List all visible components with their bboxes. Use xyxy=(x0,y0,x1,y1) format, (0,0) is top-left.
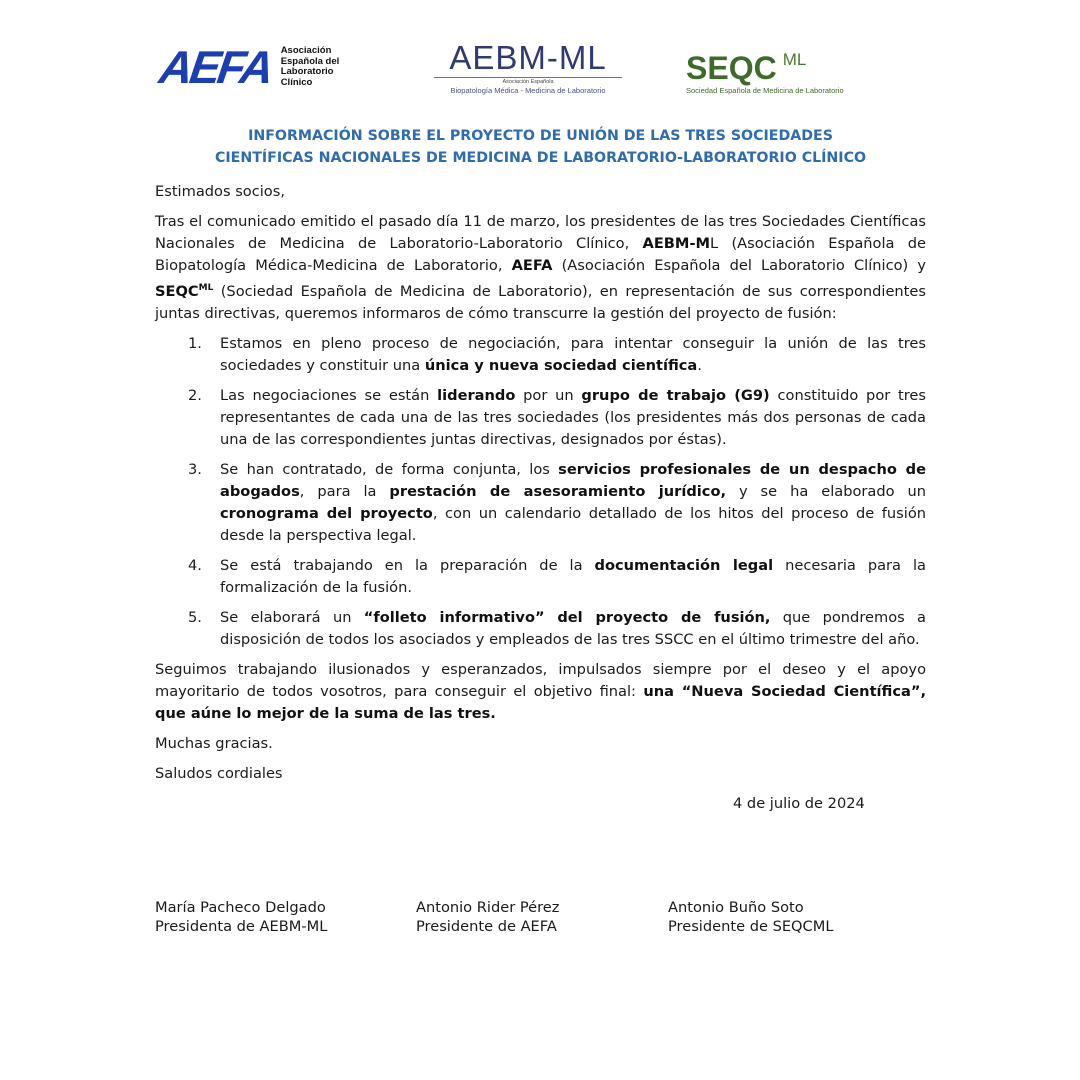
intro-text: (Asociación Española del Laboratorio Clínico) y xyxy=(552,257,926,274)
item-text: Estamos en pleno proceso de negociación, para intentar conseguir la unión de las tres sociedades y constituir una xyxy=(220,335,926,374)
aebm-logo-small: Asociación Española xyxy=(502,79,554,85)
item-text: y se ha elaborado un xyxy=(726,483,926,500)
intro-text: L xyxy=(710,235,719,252)
aefa-logo xyxy=(156,41,351,93)
list-item xyxy=(155,555,926,599)
item-text: , con un calendario detallado de los hitos del proceso de fusión desde la perspectiva legal. xyxy=(220,505,927,544)
seqc-logo xyxy=(686,42,844,96)
closing-text: Seguimos trabajando ilusionados y esperanzados, impulsados siempre por el deseo y el apoyo mayoritario de todos vosotros, para conseguir el objetivo final: xyxy=(155,661,926,700)
progress-list xyxy=(155,333,926,651)
aefa-logo-mark: AEFA xyxy=(156,41,275,93)
seqc-logo-text: SEQC xyxy=(686,50,777,86)
item-bold: cronograma del proyecto xyxy=(220,505,433,522)
aefa-subtitle-line: Asociación xyxy=(280,45,332,56)
list-item xyxy=(155,333,926,377)
signature-name: Antonio Buño Soto xyxy=(668,899,804,916)
aebm-logo-rule xyxy=(434,77,622,78)
aefa-subtitle-line: Clínico xyxy=(280,76,313,88)
list-number: 1. xyxy=(188,335,202,352)
intro-bold: AEFA xyxy=(511,257,553,274)
signature-block xyxy=(155,898,926,942)
intro-bold: AEBM-M xyxy=(642,235,711,252)
logo-header xyxy=(0,40,1080,110)
item-text: que pondremos a disposición de todos los asociados y empleados de las tres SSCC en el último trimestre del año. xyxy=(220,609,927,648)
intro-bold: SEQC xyxy=(155,283,199,300)
title-line-2: CIENTÍFICAS NACIONALES DE MEDICINA DE LABORATORIO-LABORATORIO CLÍNICO xyxy=(214,150,867,166)
aefa-subtitle-line: Española del xyxy=(280,55,340,67)
item-text: , para la xyxy=(299,483,390,500)
list-item xyxy=(155,459,926,547)
item-bold: “folleto informativo” del proyecto de fusión, xyxy=(363,609,771,626)
signature-name: Antonio Rider Pérez xyxy=(416,899,560,916)
aebm-logo-mark: AEBM-ML xyxy=(449,39,607,76)
intro-text: (Asociación Española de Biopatología Médica-Medicina de Laboratorio, xyxy=(155,235,926,274)
signature-role: Presidenta de AEBM-ML xyxy=(155,918,328,935)
intro-text: (Sociedad Española de Medicina de Laboratorio), en representación de sus correspondientes juntas directivas, queremos informaros de cómo transcurre la gestión del proyecto de fusión: xyxy=(155,283,926,322)
greeting: Estimados socios, xyxy=(155,183,285,200)
item-bold: liderando xyxy=(437,387,516,404)
item-text: necesaria para la formalización de la fusión. xyxy=(220,557,926,596)
item-text: Se está trabajando en la preparación de la xyxy=(220,557,595,574)
signature-role: Presidente de SEQCML xyxy=(668,918,834,935)
signature xyxy=(416,898,559,936)
aebm-logo xyxy=(430,40,626,96)
item-bold: prestación de asesoramiento jurídico, xyxy=(389,483,727,500)
item-bold: documentación legal xyxy=(594,557,774,574)
intro-paragraph xyxy=(155,211,926,325)
list-item xyxy=(155,385,926,451)
list-number: 4. xyxy=(188,557,202,574)
item-text: Las negociaciones se están xyxy=(220,387,438,404)
aebm-logo-subtitle: Biopatología Médica - Medicina de Laboratorio xyxy=(450,86,606,95)
item-text: Se elaborará un xyxy=(220,609,364,626)
signature-name: María Pacheco Delgado xyxy=(155,899,326,916)
title-line-1: INFORMACIÓN SOBRE EL PROYECTO DE UNIÓN DE LAS TRES SOCIEDADES xyxy=(248,128,833,144)
closing-bold: una “Nueva Sociedad Científica”, que aúne lo mejor de la suma de las tres. xyxy=(155,683,926,722)
item-text: . xyxy=(697,357,702,374)
item-text: por un xyxy=(515,387,582,404)
item-bold: única y nueva sociedad científica xyxy=(424,357,698,374)
seqc-logo-sup: ML xyxy=(782,50,807,69)
thanks: Muchas gracias. xyxy=(155,735,273,752)
document-title xyxy=(155,125,926,169)
signature xyxy=(668,898,833,936)
intro-text: Tras el comunicado emitido el pasado día 11 de marzo, los presidentes de las tres Sociedades Científicas Nacionales de Medicina de Laboratorio-Laboratorio Clínico, xyxy=(155,213,926,252)
aefa-subtitle-line: Laboratorio xyxy=(280,66,334,77)
signature xyxy=(155,898,327,936)
regards: Saludos cordiales xyxy=(155,765,283,782)
item-bold: grupo de trabajo (G9) xyxy=(581,387,770,404)
list-item xyxy=(155,607,926,651)
letter-date: 4 de julio de 2024 xyxy=(733,795,865,812)
closing-paragraph xyxy=(155,659,926,725)
item-bold: servicios profesionales de un despacho de abogados xyxy=(220,461,926,500)
seqc-logo-mark xyxy=(686,42,844,86)
list-number: 2. xyxy=(188,387,202,404)
letter-body xyxy=(155,125,926,815)
intro-sup: ML xyxy=(198,283,214,293)
item-text: Se han contratado, de forma conjunta, los xyxy=(220,461,559,478)
seqc-logo-subtitle: Sociedad Española de Medicina de Laboratorio xyxy=(686,86,844,95)
aefa-logo-subtitle xyxy=(281,46,351,88)
list-number: 5. xyxy=(188,609,202,626)
item-text: constituido por tres representantes de cada una de las tres sociedades (los presidentes más dos personas de cada una de las correspondientes juntas directivas, designados por éstas). xyxy=(220,387,927,448)
signature-role: Presidente de AEFA xyxy=(416,918,557,935)
list-number: 3. xyxy=(188,461,202,478)
